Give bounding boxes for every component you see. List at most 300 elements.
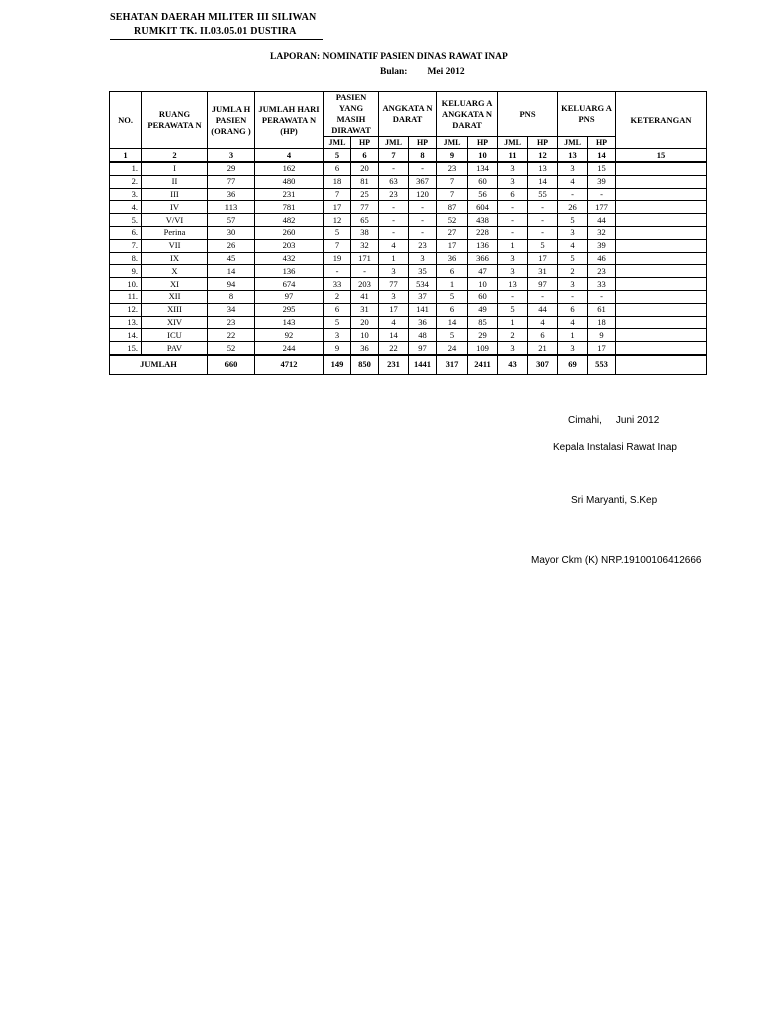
table-cell: 27 [437, 226, 468, 239]
table-cell: 17 [379, 303, 409, 316]
table-cell: V/VI [142, 214, 208, 227]
table-cell: 6 [528, 329, 558, 342]
total-cell: 850 [351, 355, 379, 375]
table-cell: 5 [437, 290, 468, 303]
table-cell: I [142, 162, 208, 175]
table-cell: 60 [468, 175, 498, 188]
header-jumlah-pasien: JUMLA H PASIEN (ORANG ) [208, 92, 255, 149]
patient-table [109, 91, 707, 375]
table-cell: 14 [528, 175, 558, 188]
table-cell: 6 [324, 162, 351, 175]
table-cell: III [142, 188, 208, 201]
table-cell: 48 [409, 329, 437, 342]
table-cell: 1. [110, 162, 142, 175]
table-cell: 4 [379, 239, 409, 252]
table-cell: 7 [437, 188, 468, 201]
column-number-row [110, 149, 707, 163]
table-cell: 7 [437, 175, 468, 188]
table-row [110, 303, 707, 316]
total-cell: 43 [498, 355, 528, 375]
table-cell: 141 [409, 303, 437, 316]
table-cell: 34 [208, 303, 255, 316]
column-number: 6 [351, 149, 379, 163]
table-cell: 23 [409, 239, 437, 252]
column-number: 3 [208, 149, 255, 163]
table-cell: 23 [437, 162, 468, 175]
table-cell: XI [142, 278, 208, 291]
table-row [110, 214, 707, 227]
table-cell: 3 [379, 290, 409, 303]
table-cell: 480 [255, 175, 324, 188]
table-cell: IV [142, 201, 208, 214]
table-cell: 2 [324, 290, 351, 303]
table-cell: 23 [208, 316, 255, 329]
total-cell: 660 [208, 355, 255, 375]
table-cell: 5 [558, 214, 588, 227]
table-cell: 6 [498, 188, 528, 201]
table-cell: 52 [208, 342, 255, 355]
table-cell [616, 342, 707, 355]
table-cell: 6 [437, 303, 468, 316]
table-cell: 10 [351, 329, 379, 342]
table-cell: IX [142, 252, 208, 265]
subheader-jml: JML [437, 137, 468, 149]
table-cell: - [588, 290, 616, 303]
table-cell [616, 316, 707, 329]
table-cell: 136 [468, 239, 498, 252]
table-cell: 52 [437, 214, 468, 227]
table-cell: 203 [255, 239, 324, 252]
table-cell: 9 [588, 329, 616, 342]
month-label: Bulan: [380, 67, 408, 77]
table-cell: 120 [409, 188, 437, 201]
table-cell: 57 [208, 214, 255, 227]
table-cell: 5 [437, 329, 468, 342]
table-cell: 81 [351, 175, 379, 188]
table-cell: 20 [351, 162, 379, 175]
table-cell: 63 [379, 175, 409, 188]
table-cell: 31 [351, 303, 379, 316]
month-value: Mei 2012 [427, 67, 465, 77]
table-cell: 203 [351, 278, 379, 291]
table-cell: 41 [351, 290, 379, 303]
header-keluarga-pns: KELUARG A PNS [558, 92, 616, 137]
table-cell [616, 278, 707, 291]
table-cell: 17 [528, 252, 558, 265]
table-cell: 3 [324, 329, 351, 342]
table-cell: 36 [437, 252, 468, 265]
column-number: 5 [324, 149, 351, 163]
table-cell: - [588, 188, 616, 201]
table-cell: 26 [208, 239, 255, 252]
table-cell: 97 [528, 278, 558, 291]
table-row [110, 290, 707, 303]
table-cell: 85 [468, 316, 498, 329]
table-cell: 37 [409, 290, 437, 303]
table-cell [616, 239, 707, 252]
table-cell: 781 [255, 201, 324, 214]
table-cell: 9 [324, 342, 351, 355]
table-cell: 15 [588, 162, 616, 175]
subheader-jml: JML [324, 137, 351, 149]
table-cell: 35 [409, 265, 437, 278]
table-cell: 2. [110, 175, 142, 188]
table-cell: 39 [588, 239, 616, 252]
total-cell: 2411 [468, 355, 498, 375]
table-cell: - [409, 162, 437, 175]
table-cell [616, 188, 707, 201]
table-cell: XIII [142, 303, 208, 316]
table-cell: - [379, 226, 409, 239]
table-cell: 432 [255, 252, 324, 265]
column-number: 4 [255, 149, 324, 163]
table-cell: 3 [558, 278, 588, 291]
table-cell: 366 [468, 252, 498, 265]
table-row [110, 329, 707, 342]
total-cell: 231 [379, 355, 409, 375]
table-cell: 5 [528, 239, 558, 252]
table-cell: 1 [498, 239, 528, 252]
table-cell: - [498, 201, 528, 214]
table-cell: 18 [588, 316, 616, 329]
table-cell: 22 [379, 342, 409, 355]
table-cell: 26 [558, 201, 588, 214]
table-cell: 36 [351, 342, 379, 355]
table-cell [616, 226, 707, 239]
table-cell: 18 [324, 175, 351, 188]
table-cell: 109 [468, 342, 498, 355]
column-number: 10 [468, 149, 498, 163]
table-cell [616, 252, 707, 265]
column-number: 1 [110, 149, 142, 163]
table-cell: 3 [558, 162, 588, 175]
table-cell: 482 [255, 214, 324, 227]
table-cell: II [142, 175, 208, 188]
table-cell: - [409, 214, 437, 227]
table-cell: - [528, 214, 558, 227]
table-cell: 7. [110, 239, 142, 252]
table-cell: 1 [437, 278, 468, 291]
table-cell: 14 [208, 265, 255, 278]
table-cell: - [498, 290, 528, 303]
column-number: 15 [616, 149, 707, 163]
table-cell: 13. [110, 316, 142, 329]
table-cell: 5 [324, 316, 351, 329]
header-ruang: RUANG PERAWATA N [142, 92, 208, 149]
table-cell: 4 [379, 316, 409, 329]
table-cell: 97 [255, 290, 324, 303]
table-cell: - [379, 201, 409, 214]
table-cell: 17 [588, 342, 616, 355]
table-cell [616, 290, 707, 303]
table-cell: 3 [498, 342, 528, 355]
total-cell: 4712 [255, 355, 324, 375]
table-cell: 136 [255, 265, 324, 278]
table-cell: 44 [528, 303, 558, 316]
table-cell: 3 [379, 265, 409, 278]
table-cell: 32 [351, 239, 379, 252]
table-row [110, 226, 707, 239]
table-cell: 10. [110, 278, 142, 291]
table-cell: 13 [498, 278, 528, 291]
table-cell: 1 [379, 252, 409, 265]
table-cell [616, 162, 707, 175]
table-cell: 3 [498, 252, 528, 265]
table-cell: 295 [255, 303, 324, 316]
table-cell [616, 214, 707, 227]
table-cell: 31 [528, 265, 558, 278]
table-cell: 4. [110, 201, 142, 214]
table-row [110, 316, 707, 329]
table-cell: 24 [437, 342, 468, 355]
table-cell: 9. [110, 265, 142, 278]
table-cell: 25 [351, 188, 379, 201]
table-cell: 33 [324, 278, 351, 291]
table-cell: 177 [588, 201, 616, 214]
table-cell: 5 [324, 226, 351, 239]
table-cell: - [558, 290, 588, 303]
table-cell: 4 [558, 239, 588, 252]
column-number: 8 [409, 149, 437, 163]
table-cell: 23 [588, 265, 616, 278]
table-cell: XIV [142, 316, 208, 329]
table-cell: 20 [351, 316, 379, 329]
table-cell: - [528, 290, 558, 303]
table-cell: - [324, 265, 351, 278]
table-cell: 36 [208, 188, 255, 201]
table-row [110, 239, 707, 252]
table-cell: 19 [324, 252, 351, 265]
header-underline [110, 39, 323, 40]
report-title: LAPORAN: NOMINATIF PASIEN DINAS RAWAT INAP [270, 52, 508, 62]
table-row [110, 342, 707, 355]
signature-date [568, 415, 659, 426]
table-cell: 14 [379, 329, 409, 342]
column-number: 9 [437, 149, 468, 163]
table-cell: 44 [588, 214, 616, 227]
column-number: 2 [142, 149, 208, 163]
table-cell: - [498, 214, 528, 227]
table-cell: ICU [142, 329, 208, 342]
total-cell: 307 [528, 355, 558, 375]
table-cell: 12. [110, 303, 142, 316]
table-cell: 39 [588, 175, 616, 188]
table-cell: 97 [409, 342, 437, 355]
table-cell: 162 [255, 162, 324, 175]
table-cell: 10 [468, 278, 498, 291]
table-cell: 604 [468, 201, 498, 214]
subheader-hp: HP [409, 137, 437, 149]
table-cell: 46 [588, 252, 616, 265]
column-number: 13 [558, 149, 588, 163]
table-cell: 77 [208, 175, 255, 188]
table-cell: - [379, 162, 409, 175]
table-cell: 367 [409, 175, 437, 188]
total-cell: 149 [324, 355, 351, 375]
table-cell: 3 [558, 342, 588, 355]
table-cell: 6. [110, 226, 142, 239]
column-number: 14 [588, 149, 616, 163]
table-cell: - [528, 201, 558, 214]
table-cell: 92 [255, 329, 324, 342]
table-cell: 55 [528, 188, 558, 201]
table-cell [616, 329, 707, 342]
table-cell: 77 [379, 278, 409, 291]
table-cell: VII [142, 239, 208, 252]
table-row [110, 188, 707, 201]
table-cell: - [558, 188, 588, 201]
total-label: JUMLAH [110, 355, 208, 375]
header-jumlah-hari: JUMLAH HARI PERAWATA N (HP) [255, 92, 324, 149]
table-cell: 21 [528, 342, 558, 355]
table-cell: 8 [208, 290, 255, 303]
table-cell: - [528, 226, 558, 239]
table-row [110, 252, 707, 265]
signature-month: Juni 2012 [615, 415, 660, 426]
table-cell: 17 [437, 239, 468, 252]
table-cell: 61 [588, 303, 616, 316]
header-keluarga-ad: KELUARG A ANGKATA N DARAT [437, 92, 498, 137]
table-cell: 22 [208, 329, 255, 342]
table-cell: 45 [208, 252, 255, 265]
table-cell: 171 [351, 252, 379, 265]
table-cell [616, 201, 707, 214]
table-cell: 4 [558, 316, 588, 329]
subheader-hp: HP [351, 137, 379, 149]
table-cell: 36 [409, 316, 437, 329]
total-cell: 317 [437, 355, 468, 375]
table-cell: 38 [351, 226, 379, 239]
table-cell: 87 [437, 201, 468, 214]
header-pns: PNS [498, 92, 558, 137]
hospital-name: RUMKIT TK. II.03.05.01 DUSTIRA [134, 26, 297, 37]
table-cell [616, 303, 707, 316]
table-cell: 3 [498, 265, 528, 278]
table-row [110, 278, 707, 291]
table-row [110, 175, 707, 188]
table-cell: 77 [351, 201, 379, 214]
table-cell: - [379, 214, 409, 227]
table-cell: 15. [110, 342, 142, 355]
header-no: NO. [110, 92, 142, 149]
total-row [110, 355, 707, 375]
signature-name: Sri Maryanti, S.Kep [571, 495, 658, 506]
table-cell: 113 [208, 201, 255, 214]
table-cell: 14. [110, 329, 142, 342]
subheader-jml: JML [379, 137, 409, 149]
table-cell: 29 [208, 162, 255, 175]
column-number: 12 [528, 149, 558, 163]
table-cell [616, 175, 707, 188]
table-cell: 7 [324, 239, 351, 252]
subheader-hp: HP [588, 137, 616, 149]
table-cell: 8. [110, 252, 142, 265]
table-row [110, 162, 707, 175]
table-cell: 5 [558, 252, 588, 265]
table-cell: 11. [110, 290, 142, 303]
column-number: 11 [498, 149, 528, 163]
table-cell: 7 [324, 188, 351, 201]
total-cell: 553 [588, 355, 616, 375]
total-cell [616, 355, 707, 375]
table-cell: 3 [498, 162, 528, 175]
table-cell: 23 [379, 188, 409, 201]
table-cell: 438 [468, 214, 498, 227]
table-cell [616, 265, 707, 278]
subheader-jml: JML [558, 137, 588, 149]
table-cell: 94 [208, 278, 255, 291]
table-cell: PAV [142, 342, 208, 355]
table-cell: 5. [110, 214, 142, 227]
table-cell: - [351, 265, 379, 278]
table-cell: X [142, 265, 208, 278]
signature-role: Kepala Instalasi Rawat Inap [553, 442, 677, 453]
table-cell: 3 [409, 252, 437, 265]
table-cell: 2 [558, 265, 588, 278]
table-cell: 49 [468, 303, 498, 316]
subheader-hp: HP [528, 137, 558, 149]
total-cell: 69 [558, 355, 588, 375]
table-cell: 1 [558, 329, 588, 342]
table-cell: 231 [255, 188, 324, 201]
header-angkatan-darat: ANGKATA N DARAT [379, 92, 437, 137]
table-cell: 13 [528, 162, 558, 175]
table-cell: 4 [528, 316, 558, 329]
table-cell: 65 [351, 214, 379, 227]
table-cell: 244 [255, 342, 324, 355]
table-cell: 30 [208, 226, 255, 239]
table-cell: 2 [498, 329, 528, 342]
table-cell: 5 [498, 303, 528, 316]
table-cell: 3. [110, 188, 142, 201]
header-keterangan: KETERANGAN [616, 92, 707, 149]
header-masih-dirawat: PASIEN YANG MASIH DIRAWAT [324, 92, 379, 137]
report-period [380, 67, 465, 77]
table-cell: Perina [142, 226, 208, 239]
table-cell: 56 [468, 188, 498, 201]
table-row [110, 265, 707, 278]
table-cell: 60 [468, 290, 498, 303]
table-cell: - [409, 226, 437, 239]
table-cell: 33 [588, 278, 616, 291]
table-cell: 6 [558, 303, 588, 316]
institution-name: SEHATAN DAERAH MILITER III SILIWAN [110, 12, 317, 23]
table-cell: 32 [588, 226, 616, 239]
table-cell: 534 [409, 278, 437, 291]
table-cell: 134 [468, 162, 498, 175]
table-cell: XII [142, 290, 208, 303]
signature-rank: Mayor Ckm (K) NRP.19100106412666 [531, 555, 702, 566]
subheader-hp: HP [468, 137, 498, 149]
table-cell: 674 [255, 278, 324, 291]
table-cell: 6 [437, 265, 468, 278]
table-cell: 47 [468, 265, 498, 278]
table-cell: 1 [498, 316, 528, 329]
table-cell: - [498, 226, 528, 239]
column-number: 7 [379, 149, 409, 163]
table-cell: 3 [498, 175, 528, 188]
table-row [110, 201, 707, 214]
table-cell: 228 [468, 226, 498, 239]
table-cell: 3 [558, 226, 588, 239]
total-cell: 1441 [409, 355, 437, 375]
table-cell: 6 [324, 303, 351, 316]
table-cell: 14 [437, 316, 468, 329]
subheader-jml: JML [498, 137, 528, 149]
table-cell: 29 [468, 329, 498, 342]
table-cell: 260 [255, 226, 324, 239]
table-cell: 4 [558, 175, 588, 188]
